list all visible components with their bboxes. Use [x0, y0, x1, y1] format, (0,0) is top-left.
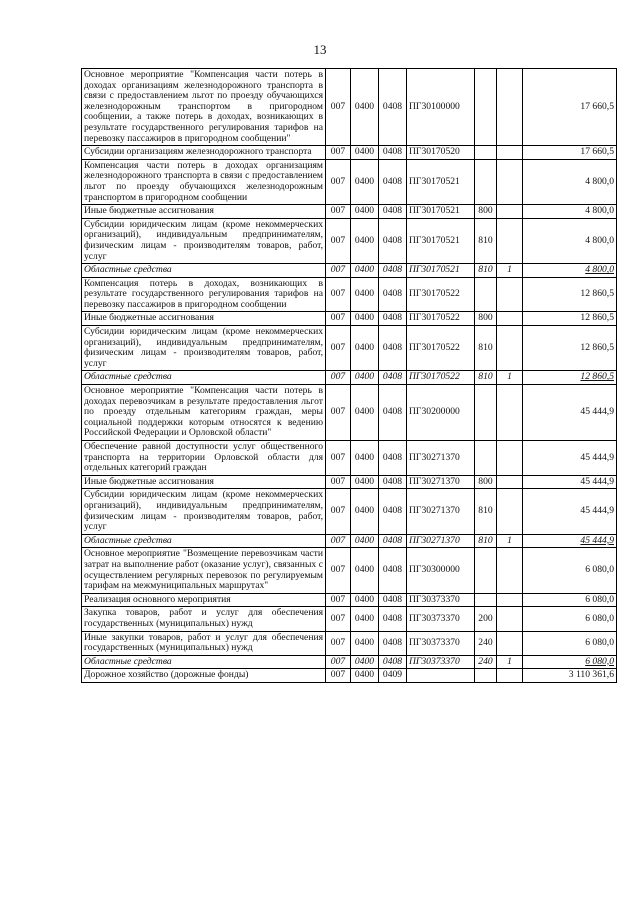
cell-target-article: ПГ30271370 — [407, 489, 475, 534]
cell-subsection: 0408 — [379, 655, 407, 669]
cell-source — [497, 69, 523, 146]
cell-source — [497, 326, 523, 371]
cell-ministry: 007 — [326, 205, 351, 219]
cell-section: 0400 — [351, 534, 379, 548]
cell-ministry: 007 — [326, 264, 351, 278]
cell-ministry: 007 — [326, 218, 351, 263]
cell-target-article: ПГ30170521 — [407, 218, 475, 263]
cell-section: 0400 — [351, 69, 379, 146]
cell-source — [497, 218, 523, 263]
cell-ministry: 007 — [326, 475, 351, 489]
cell-expense-type: 800 — [475, 205, 497, 219]
cell-source — [497, 669, 523, 683]
cell-amount: 4 800,0 — [523, 218, 617, 263]
cell-amount: 12 860,5 — [523, 326, 617, 371]
cell-expense-type — [475, 385, 497, 441]
cell-section: 0400 — [351, 475, 379, 489]
table-row — [82, 593, 617, 607]
cell-subsection: 0408 — [379, 371, 407, 385]
cell-target-article: ПГ30170522 — [407, 277, 475, 312]
cell-section: 0400 — [351, 326, 379, 371]
cell-section: 0400 — [351, 218, 379, 263]
page-number: 13 — [313, 42, 327, 57]
cell-name: Иные закупки товаров, работ и услуг для обеспечения государственных (муниципальных) нужд — [82, 631, 326, 655]
cell-source — [497, 631, 523, 655]
cell-target-article: ПГ30170522 — [407, 326, 475, 371]
cell-subsection: 0408 — [379, 69, 407, 146]
cell-subsection: 0408 — [379, 489, 407, 534]
cell-amount: 3 110 361,6 — [523, 669, 617, 683]
cell-target-article: ПГ30100000 — [407, 69, 475, 146]
cell-name: Субсидии юридическим лицам (кроме некоммерческих организаций), индивидуальным предпринимателям, физическим лицам - производителям товаров, работ, услуг — [82, 218, 326, 263]
cell-expense-type — [475, 69, 497, 146]
cell-subsection: 0408 — [379, 277, 407, 312]
cell-section: 0400 — [351, 371, 379, 385]
cell-subsection: 0408 — [379, 218, 407, 263]
cell-amount: 12 860,5 — [523, 277, 617, 312]
cell-name: Дорожное хозяйство (дорожные фонды) — [82, 669, 326, 683]
cell-ministry: 007 — [326, 534, 351, 548]
cell-subsection: 0408 — [379, 607, 407, 631]
cell-subsection: 0408 — [379, 534, 407, 548]
cell-ministry: 007 — [326, 326, 351, 371]
cell-target-article: ПГ30271370 — [407, 534, 475, 548]
cell-name: Иные бюджетные ассигнования — [82, 205, 326, 219]
table-row — [82, 371, 617, 385]
cell-expense-type — [475, 593, 497, 607]
cell-subsection: 0408 — [379, 441, 407, 476]
cell-ministry: 007 — [326, 548, 351, 593]
cell-name: Реализация основного мероприятия — [82, 593, 326, 607]
cell-ministry: 007 — [326, 441, 351, 476]
cell-name: Обеспечение равной доступности услуг общественного транспорта на территории Орловской области для отдельных категорий граждан — [82, 441, 326, 476]
cell-name: Иные бюджетные ассигнования — [82, 312, 326, 326]
cell-name: Субсидии юридическим лицам (кроме некоммерческих организаций), индивидуальным предпринимателям, физическим лицам - производителям товаров, работ, услуг — [82, 326, 326, 371]
table-body — [82, 69, 617, 683]
cell-expense-type: 810 — [475, 264, 497, 278]
cell-target-article: ПГ30373370 — [407, 655, 475, 669]
cell-target-article: ПГ30271370 — [407, 441, 475, 476]
cell-source — [497, 475, 523, 489]
cell-amount: 45 444,9 — [523, 441, 617, 476]
cell-ministry: 007 — [326, 607, 351, 631]
table-row — [82, 326, 617, 371]
table-row — [82, 631, 617, 655]
cell-subsection: 0408 — [379, 326, 407, 371]
cell-ministry: 007 — [326, 159, 351, 204]
cell-amount: 4 800,0 — [523, 264, 617, 278]
cell-name: Компенсация потерь в доходах, возникающих в результате государственного регулирования тарифов на перевозку пассажиров в пригородном сообщении — [82, 277, 326, 312]
cell-section: 0400 — [351, 607, 379, 631]
cell-section: 0400 — [351, 655, 379, 669]
cell-subsection: 0408 — [379, 205, 407, 219]
cell-name: Иные бюджетные ассигнования — [82, 475, 326, 489]
cell-section: 0400 — [351, 593, 379, 607]
table-row — [82, 534, 617, 548]
table-row — [82, 669, 617, 683]
table-row — [82, 146, 617, 160]
cell-source — [497, 441, 523, 476]
cell-source: 1 — [497, 371, 523, 385]
cell-section: 0400 — [351, 312, 379, 326]
table-row — [82, 205, 617, 219]
cell-target-article: ПГ30200000 — [407, 385, 475, 441]
cell-expense-type: 810 — [475, 218, 497, 263]
cell-section: 0400 — [351, 385, 379, 441]
cell-ministry: 007 — [326, 489, 351, 534]
cell-target-article: ПГ30170520 — [407, 146, 475, 160]
cell-section: 0400 — [351, 441, 379, 476]
cell-name: Областные средства — [82, 264, 326, 278]
cell-expense-type — [475, 277, 497, 312]
table-row — [82, 218, 617, 263]
cell-target-article: ПГ30373370 — [407, 593, 475, 607]
cell-expense-type — [475, 669, 497, 683]
cell-subsection: 0408 — [379, 593, 407, 607]
cell-subsection: 0408 — [379, 631, 407, 655]
cell-section: 0400 — [351, 277, 379, 312]
cell-name: Областные средства — [82, 371, 326, 385]
table-row — [82, 489, 617, 534]
table-row — [82, 264, 617, 278]
cell-name: Областные средства — [82, 534, 326, 548]
cell-ministry: 007 — [326, 655, 351, 669]
cell-section: 0400 — [351, 631, 379, 655]
cell-amount: 17 660,5 — [523, 69, 617, 146]
cell-source — [497, 489, 523, 534]
cell-amount: 12 860,5 — [523, 371, 617, 385]
cell-source: 1 — [497, 264, 523, 278]
budget-table — [81, 68, 617, 683]
cell-section: 0400 — [351, 548, 379, 593]
cell-expense-type — [475, 441, 497, 476]
cell-amount: 45 444,9 — [523, 475, 617, 489]
cell-source — [497, 548, 523, 593]
table-row — [82, 159, 617, 204]
cell-source — [497, 159, 523, 204]
cell-subsection: 0408 — [379, 159, 407, 204]
cell-amount: 4 800,0 — [523, 205, 617, 219]
table-row — [82, 312, 617, 326]
cell-ministry: 007 — [326, 312, 351, 326]
cell-subsection: 0408 — [379, 146, 407, 160]
cell-ministry: 007 — [326, 593, 351, 607]
cell-section: 0400 — [351, 146, 379, 160]
cell-target-article: ПГ30170521 — [407, 205, 475, 219]
cell-target-article: ПГ30373370 — [407, 607, 475, 631]
cell-subsection: 0408 — [379, 264, 407, 278]
cell-expense-type: 810 — [475, 534, 497, 548]
cell-subsection: 0408 — [379, 548, 407, 593]
table-row — [82, 475, 617, 489]
cell-expense-type — [475, 548, 497, 593]
table-row — [82, 607, 617, 631]
cell-expense-type: 200 — [475, 607, 497, 631]
cell-name: Основное мероприятие "Компенсация части потерь в доходах организациям железнодорожного транспорта в связи с предоставлением льгот по проезду обучающихся железнодорожным транспортом в пригородном сообщении, а также потерь в доходах, возникающих в результате государственного регулирования тарифов на перевозку пассажиров в пригородном сообщении" — [82, 69, 326, 146]
table-row — [82, 69, 617, 146]
cell-target-article: ПГ30170522 — [407, 371, 475, 385]
cell-amount: 45 444,9 — [523, 534, 617, 548]
cell-ministry: 007 — [326, 631, 351, 655]
cell-expense-type: 810 — [475, 489, 497, 534]
table-row — [82, 385, 617, 441]
cell-amount: 12 860,5 — [523, 312, 617, 326]
cell-target-article: ПГ30170521 — [407, 264, 475, 278]
cell-amount: 17 660,5 — [523, 146, 617, 160]
cell-subsection: 0408 — [379, 475, 407, 489]
cell-name: Областные средства — [82, 655, 326, 669]
cell-subsection: 0408 — [379, 312, 407, 326]
cell-amount: 4 800,0 — [523, 159, 617, 204]
cell-section: 0400 — [351, 159, 379, 204]
cell-section: 0400 — [351, 669, 379, 683]
cell-source — [497, 277, 523, 312]
cell-subsection: 0409 — [379, 669, 407, 683]
table-row — [82, 655, 617, 669]
cell-ministry: 007 — [326, 277, 351, 312]
cell-target-article: ПГ30373370 — [407, 631, 475, 655]
cell-name: Основное мероприятие "Компенсация части потерь в доходах перевозчикам в результате предоставления льгот по проезду отдельным категориям граждан, меры социальной поддержки которым относятся к ведению Российской Федерации и Орловской области" — [82, 385, 326, 441]
table-row — [82, 548, 617, 593]
cell-amount: 6 080,0 — [523, 548, 617, 593]
cell-name: Закупка товаров, работ и услуг для обеспечения государственных (муниципальных) нужд — [82, 607, 326, 631]
cell-section: 0400 — [351, 264, 379, 278]
cell-source — [497, 146, 523, 160]
cell-source — [497, 593, 523, 607]
cell-expense-type: 810 — [475, 371, 497, 385]
table-row — [82, 277, 617, 312]
cell-target-article — [407, 669, 475, 683]
cell-expense-type — [475, 159, 497, 204]
cell-expense-type: 810 — [475, 326, 497, 371]
cell-source — [497, 385, 523, 441]
cell-amount: 6 080,0 — [523, 607, 617, 631]
cell-expense-type: 240 — [475, 631, 497, 655]
cell-ministry: 007 — [326, 385, 351, 441]
cell-expense-type: 800 — [475, 475, 497, 489]
cell-ministry: 007 — [326, 69, 351, 146]
cell-source: 1 — [497, 655, 523, 669]
cell-section: 0400 — [351, 205, 379, 219]
cell-amount: 6 080,0 — [523, 593, 617, 607]
cell-source — [497, 205, 523, 219]
cell-ministry: 007 — [326, 146, 351, 160]
cell-name: Основное мероприятие "Возмещение перевозчикам части затрат на выполнение работ (оказание услуг), связанных с осуществлением регулярных перевозок по регулируемым тарифам на межмуниципальных маршрутах" — [82, 548, 326, 593]
cell-subsection: 0408 — [379, 385, 407, 441]
table-row — [82, 441, 617, 476]
cell-expense-type: 240 — [475, 655, 497, 669]
cell-amount: 45 444,9 — [523, 385, 617, 441]
cell-amount: 45 444,9 — [523, 489, 617, 534]
cell-source — [497, 607, 523, 631]
cell-target-article: ПГ30300000 — [407, 548, 475, 593]
cell-section: 0400 — [351, 489, 379, 534]
cell-source — [497, 312, 523, 326]
cell-name: Компенсация части потерь в доходах организациям железнодорожного транспорта в связи с предоставлением льгот по проезду обучающихся железнодорожным транспортом в пригородном сообщении — [82, 159, 326, 204]
cell-amount: 6 080,0 — [523, 631, 617, 655]
cell-source: 1 — [497, 534, 523, 548]
cell-amount: 6 080,0 — [523, 655, 617, 669]
cell-name: Субсидии юридическим лицам (кроме некоммерческих организаций), индивидуальным предпринимателям, физическим лицам - производителям товаров, работ, услуг — [82, 489, 326, 534]
cell-name: Субсидии организациям железнодорожного транспорта — [82, 146, 326, 160]
cell-target-article: ПГ30170522 — [407, 312, 475, 326]
cell-expense-type — [475, 146, 497, 160]
cell-expense-type: 800 — [475, 312, 497, 326]
cell-target-article: ПГ30271370 — [407, 475, 475, 489]
cell-ministry: 007 — [326, 669, 351, 683]
cell-ministry: 007 — [326, 371, 351, 385]
cell-target-article: ПГ30170521 — [407, 159, 475, 204]
